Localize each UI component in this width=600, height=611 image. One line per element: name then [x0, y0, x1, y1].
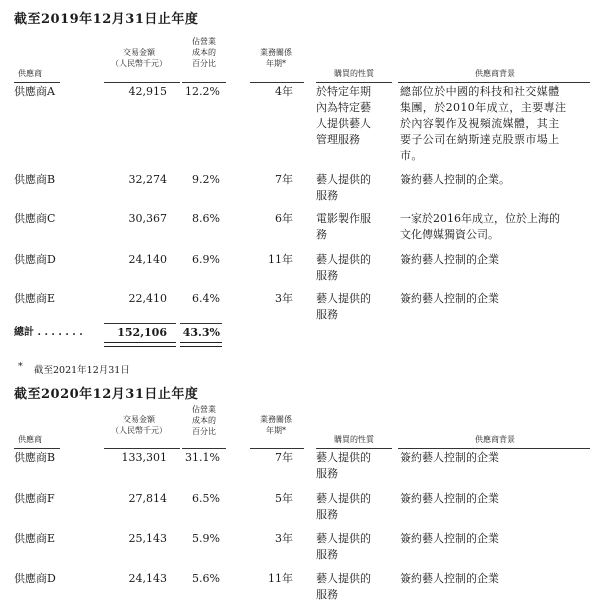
row-amount: 24,143 [128, 572, 167, 585]
rule [250, 82, 304, 83]
row-background: 簽約藝人控制的企業 [400, 572, 499, 585]
rule [104, 323, 176, 324]
row-background: 簽約藝人控制的企業 [400, 253, 499, 266]
rule [250, 448, 304, 449]
section1-title: 截至2019年12月31日止年度 [14, 12, 199, 27]
row-nature: 藝人提供的 服務 [316, 253, 371, 282]
row-amount: 24,140 [128, 253, 167, 266]
row-pct: 6.9% [192, 253, 220, 266]
rule [316, 82, 392, 83]
row-nature: 藝人提供的 服務 [316, 173, 371, 202]
row-supplier: 供應商B [14, 451, 56, 464]
row-years: 11年 [268, 572, 293, 585]
header-pct: 佔營業 成本的 百分比 [192, 405, 216, 436]
row-supplier: 供應商E [14, 532, 56, 545]
row-pct: 31.1% [185, 451, 220, 464]
double-rule [180, 342, 222, 347]
rule [180, 323, 222, 324]
row-background: 簽約藝人控制的企業。 [400, 173, 510, 186]
row-nature: 藝人提供的 服務 [316, 292, 371, 321]
header-background: 供應商背景 [475, 69, 515, 78]
row-years: 6年 [275, 212, 293, 225]
rule [14, 82, 60, 83]
header-amount: 交易金額 （人民幣千元） [111, 415, 167, 435]
row-pct: 6.5% [192, 492, 220, 505]
rule [104, 82, 180, 83]
header-years: 業務關係 年期* [260, 415, 292, 435]
rule [398, 82, 590, 83]
header-supplier: 供應商 [18, 435, 42, 444]
row-years: 3年 [275, 532, 293, 545]
row-years: 5年 [275, 492, 293, 505]
row-background: 總部位於中國的科技和社交媒體 集團，於2010年成立，主要專注 於內容製作及視頻流媒體，其主 要子公司在納斯達克股票市場上 市。 [400, 85, 567, 162]
header-nature: 購買的性質 [334, 435, 374, 444]
row-pct: 12.2% [185, 85, 220, 98]
row-years: 11年 [268, 253, 293, 266]
row-amount: 32,274 [128, 173, 167, 186]
row-years: 3年 [275, 292, 293, 305]
row-supplier: 供應商D [14, 572, 56, 585]
row-background: 簽約藝人控制的企業 [400, 451, 499, 464]
row-pct: 5.6% [192, 572, 220, 585]
header-background: 供應商背景 [475, 435, 515, 444]
row-amount: 42,915 [128, 85, 167, 98]
rule [182, 82, 226, 83]
rule [398, 448, 590, 449]
rule [316, 448, 392, 449]
row-background: 一家於2016年成立，位於上海的 文化傳媒獨資公司。 [400, 212, 560, 241]
header-nature: 購買的性質 [334, 69, 374, 78]
row-nature: 藝人提供的 服務 [316, 532, 371, 561]
row-supplier: 供應商E [14, 292, 56, 305]
row-supplier: 供應商F [14, 492, 55, 505]
row-background: 簽約藝人控制的企業 [400, 532, 499, 545]
row-amount: 25,143 [128, 532, 167, 545]
row-nature: 藝人提供的 服務 [316, 492, 371, 521]
row-years: 7年 [275, 451, 293, 464]
rule [104, 448, 180, 449]
row-supplier: 供應商D [14, 253, 56, 266]
row-pct: 9.2% [192, 173, 220, 186]
total-pct: 43.3% [182, 326, 220, 339]
row-pct: 5.9% [192, 532, 220, 545]
header-amount: 交易金額 （人民幣千元） [111, 48, 167, 68]
row-years: 7年 [275, 173, 293, 186]
total-amount: 152,106 [117, 326, 167, 339]
row-pct: 6.4% [192, 292, 220, 305]
rule [14, 448, 60, 449]
row-years: 4年 [275, 85, 293, 98]
double-rule [104, 342, 176, 347]
row-pct: 8.6% [192, 212, 220, 225]
total-label: 總計 . . . . . . . [14, 327, 83, 338]
row-amount: 30,367 [128, 212, 167, 225]
row-supplier: 供應商C [14, 212, 56, 225]
header-years: 業務關係 年期* [260, 48, 292, 68]
row-nature: 於特定年期 內為特定藝 人提供藝人 管理服務 [316, 85, 371, 146]
rule [182, 448, 226, 449]
section2-title: 截至2020年12月31日止年度 [14, 387, 199, 402]
row-amount: 22,410 [128, 292, 167, 305]
row-amount: 27,814 [128, 492, 167, 505]
footnote-mark: * [18, 361, 23, 372]
row-nature: 藝人提供的 服務 [316, 572, 371, 601]
row-nature: 電影製作服 務 [316, 212, 371, 241]
footnote-text: 截至2021年12月31日 [34, 365, 130, 376]
row-background: 簽約藝人控制的企業 [400, 292, 499, 305]
row-background: 簽約藝人控制的企業 [400, 492, 499, 505]
header-supplier: 供應商 [18, 69, 42, 78]
row-amount: 133,301 [121, 451, 167, 464]
row-nature: 藝人提供的 服務 [316, 451, 371, 480]
row-supplier: 供應商A [14, 85, 55, 98]
header-pct: 佔營業 成本的 百分比 [192, 37, 216, 68]
row-supplier: 供應商B [14, 173, 56, 186]
